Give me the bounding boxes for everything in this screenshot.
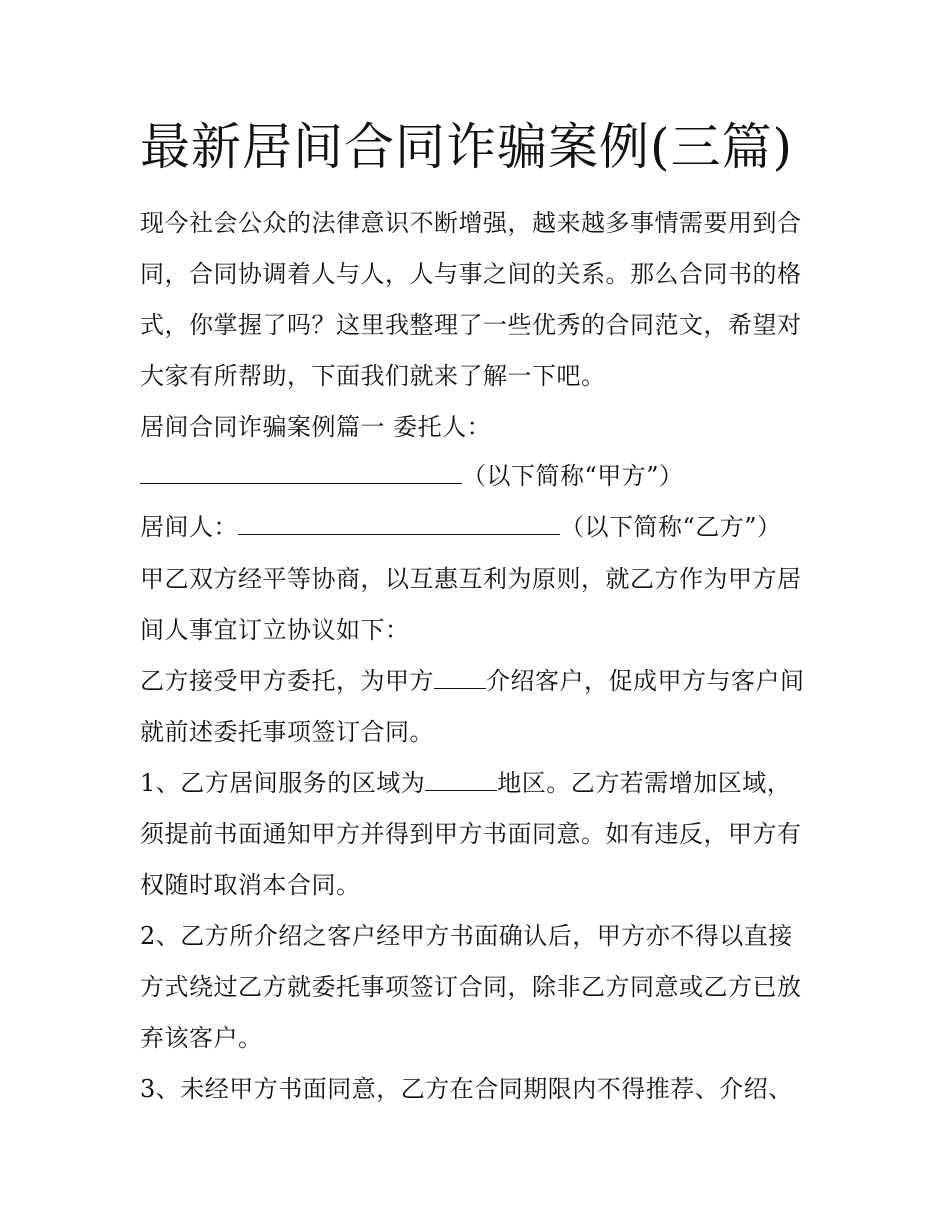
party-b-prefix: 居间人：	[140, 513, 238, 541]
paragraph-line: 方式绕过乙方就委托事项签订合同，除非乙方同意或乙方已放	[140, 973, 802, 1001]
paragraph-line: 居间合同诈骗案例篇一 委托人：	[140, 413, 492, 441]
region-blank	[425, 768, 497, 791]
paragraph-line: 现今社会公众的法律意识不断增强，越来越多事情需要用到合	[140, 209, 802, 237]
clause-1-line	[140, 766, 820, 800]
paragraph-line	[140, 664, 820, 698]
line-suffix: 介绍客户，促成甲方与客户间	[486, 667, 805, 695]
paragraph-line: 大家有所帮助，下面我们就来了解一下吧。	[140, 362, 606, 390]
clause-3-line: 3、未经甲方书面同意，乙方在合同期限内不得推荐、介绍、	[140, 1075, 793, 1103]
paragraph-line: 式，你掌握了吗？这里我整理了一些优秀的合同范文，希望对	[140, 311, 802, 339]
party-b-line	[140, 510, 820, 544]
line-suffix: 地区。乙方若需增加区域，	[497, 769, 792, 797]
paragraph-line: 同，合同协调着人与人，人与事之间的关系。那么合同书的格	[140, 260, 802, 288]
party-a-blank	[140, 461, 462, 484]
service-blank	[434, 666, 486, 689]
document-title: 最新居间合同诈骗案例(三篇)	[140, 118, 794, 176]
clause-2-line: 2、乙方所介绍之客户经甲方书面确认后，甲方亦不得以直接	[140, 922, 793, 950]
paragraph-line: 须提前书面通知甲方并得到甲方书面同意。如有违反，甲方有	[140, 820, 802, 848]
paragraph-line: 弃该客户。	[140, 1024, 263, 1052]
party-a-label: （以下简称“甲方”）	[462, 462, 684, 490]
line-prefix: 乙方接受甲方委托，为甲方	[140, 667, 434, 695]
paragraph-line: 甲乙双方经平等协商，以互惠互利为原则，就乙方作为甲方居	[140, 565, 802, 593]
party-b-blank	[238, 512, 560, 535]
paragraph-line: 间人事宜订立协议如下：	[140, 616, 410, 644]
party-a-line	[140, 459, 820, 493]
paragraph-line: 权随时取消本合同。	[140, 871, 361, 899]
party-b-label: （以下简称“乙方”）	[560, 513, 782, 541]
paragraph-line: 就前述委托事项签订合同。	[140, 718, 434, 746]
line-prefix: 1、乙方居间服务的区域为	[140, 769, 426, 797]
